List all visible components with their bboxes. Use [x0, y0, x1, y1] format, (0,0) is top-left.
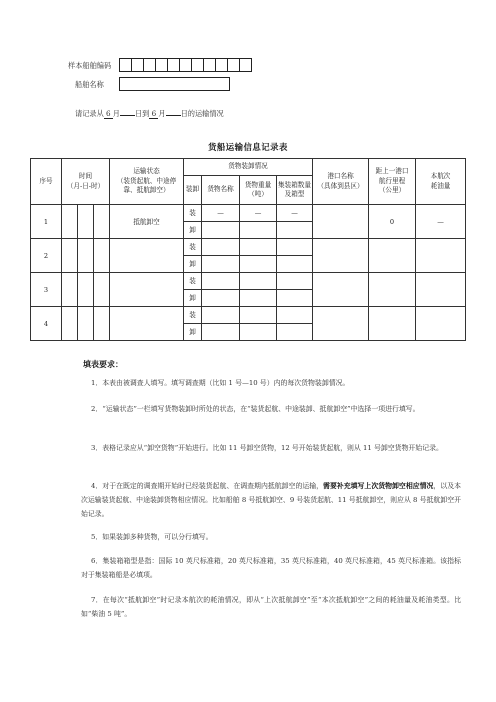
day-cell[interactable]	[78, 273, 94, 307]
container-cell[interactable]	[277, 290, 313, 307]
container-cell[interactable]	[277, 273, 313, 290]
port-header: 港口名称 （具体到县区）	[313, 159, 369, 205]
sample-code-boxes[interactable]	[119, 58, 252, 72]
cargo-name-cell[interactable]	[202, 222, 240, 239]
weight-cell[interactable]	[240, 222, 277, 239]
container-header: 集装箱数量 及箱型	[277, 176, 313, 205]
container-cell[interactable]	[277, 324, 313, 341]
requirement-item-1: 1．本表由被调查人填写。填写调查期（比如 1 号—10 号）内的每次货物装卸情况。	[91, 379, 350, 387]
month-cell[interactable]	[62, 273, 78, 307]
distance-cell[interactable]	[369, 273, 416, 307]
ship-name-label: 船舶名称	[75, 80, 104, 89]
cargo-group-header: 货物装卸情况	[184, 159, 313, 176]
hour-cell[interactable]	[94, 307, 110, 341]
weight-cell[interactable]	[240, 290, 277, 307]
load-label: 装	[184, 307, 202, 324]
code-digit-box[interactable]	[192, 58, 204, 72]
container-cell[interactable]: —	[277, 205, 313, 222]
weight-header: 货物重量 （吨）	[240, 176, 277, 205]
unload-label: 卸	[184, 256, 202, 273]
port-cell[interactable]	[313, 273, 369, 307]
day-cell[interactable]	[78, 239, 94, 273]
distance-cell[interactable]: 0	[369, 205, 416, 239]
hour-cell[interactable]	[94, 273, 110, 307]
table-row	[31, 307, 466, 324]
requirement-item-3: 3．表格记录应从“卸空货物”开始进行。比如 11 号卸空货物，12 号开始装货起航，则从 11 号卸空货物开始记录。	[91, 444, 443, 452]
hour-cell[interactable]	[94, 239, 110, 273]
distance-header: 距上一港口 航行里程 （公里）	[369, 159, 416, 205]
table-title: 货船运输信息记录表	[208, 142, 288, 152]
port-cell[interactable]	[313, 239, 369, 273]
fuel-cell[interactable]	[416, 307, 466, 341]
code-digit-box[interactable]	[132, 58, 144, 72]
load-label: 装	[184, 239, 202, 256]
sample-code-label: 样本船舶编码	[68, 61, 112, 70]
cargo-name-cell[interactable]	[202, 239, 240, 256]
requirement-item-5: 5．如果装卸多种货物，可以分行填写。	[91, 533, 213, 541]
code-digit-box[interactable]	[240, 58, 252, 72]
code-digit-box[interactable]	[156, 58, 168, 72]
port-cell[interactable]	[313, 307, 369, 341]
month-cell[interactable]	[62, 205, 78, 239]
to-month-field[interactable]: 6	[149, 109, 158, 119]
status-cell[interactable]	[110, 239, 184, 273]
requirement-emphasis: 需要补充填写上次货物卸空相应情况	[323, 482, 434, 490]
month-cell[interactable]	[62, 307, 78, 341]
seq-cell: 3	[31, 273, 62, 307]
fuel-cell[interactable]	[416, 273, 466, 307]
status-cell[interactable]: 抵航卸空	[110, 205, 184, 239]
recording-period: 请记录从 6 月 日到 6 月 日的运输情况	[75, 109, 224, 118]
month-cell[interactable]	[62, 239, 78, 273]
requirement-item-2: 2．“运输状态”一栏填写货物装卸时所处的状态，在“装货起航、中途装卸、抵航卸空”中选择一项进行填写。	[91, 405, 420, 413]
seq-cell: 4	[31, 307, 62, 341]
requirement-item-7: 7．在每次“抵航卸空”时记录本航次的耗油情况，即从“上次抵航卸空”至“本次抵航卸空”之间的耗油量及耗油类型。比如“柴油 5 吨”。	[81, 596, 461, 618]
cargo-name-cell[interactable]	[202, 256, 240, 273]
code-digit-box[interactable]	[204, 58, 216, 72]
header-row-1	[31, 159, 466, 176]
code-digit-box[interactable]	[120, 58, 132, 72]
seq-header: 序号	[31, 159, 62, 205]
code-digit-box[interactable]	[168, 58, 180, 72]
code-digit-box[interactable]	[144, 58, 156, 72]
requirement-item-6: 6．集装箱箱型是指：国际 10 英尺标准箱，20 英尺标准箱，35 英尺标准箱，40 英尺标准箱，45 英尺标准箱。该指标对于集装箱船是必填项。	[81, 557, 461, 579]
code-digit-box[interactable]	[228, 58, 240, 72]
load-unload-header: 装卸	[184, 176, 202, 205]
cargo-name-cell[interactable]	[202, 290, 240, 307]
table-row	[31, 273, 466, 290]
cargo-name-cell[interactable]	[202, 324, 240, 341]
weight-cell[interactable]	[240, 307, 277, 324]
cargo-name-cell[interactable]	[202, 307, 240, 324]
distance-cell[interactable]	[369, 239, 416, 273]
distance-cell[interactable]	[369, 307, 416, 341]
container-cell[interactable]	[277, 239, 313, 256]
weight-cell[interactable]	[240, 239, 277, 256]
hour-cell[interactable]	[94, 205, 110, 239]
load-label: 装	[184, 273, 202, 290]
status-header: 运输状态 （装货起航、中途停 靠、抵航卸空）	[110, 159, 184, 205]
cargo-log-table	[30, 158, 466, 341]
weight-cell[interactable]: —	[240, 205, 277, 222]
status-cell[interactable]	[110, 307, 184, 341]
port-cell[interactable]	[313, 205, 369, 239]
fuel-header: 本航次 耗油量	[416, 159, 466, 205]
time-header: 时间 （月-日-时）	[62, 159, 110, 205]
to-day-field[interactable]	[166, 115, 181, 116]
container-cell[interactable]	[277, 222, 313, 239]
from-month-field[interactable]: 6	[104, 109, 113, 119]
unload-label: 卸	[184, 290, 202, 307]
cargo-name-header: 货物名称	[202, 176, 240, 205]
unload-label: 卸	[184, 222, 202, 239]
table-row	[31, 239, 466, 256]
requirement-item-4: 4．对于在既定的调查期开始时已经装货起航、在调查期内抵航卸空的运输，需要补充填写上次货物卸空相应情况，以及本次运输装货起航、中途装卸货物相应情况。比如船舶 8 号抵航卸空、9 号装货起航、11 号抵航卸空，则应从 8 号抵航卸空开始记录。	[81, 482, 462, 518]
code-digit-box[interactable]	[216, 58, 228, 72]
seq-cell: 1	[31, 205, 62, 239]
ship-name-field[interactable]	[119, 77, 230, 91]
weight-cell[interactable]	[240, 273, 277, 290]
status-cell[interactable]	[110, 273, 184, 307]
requirements-title: 填表要求：	[83, 359, 123, 369]
fuel-cell[interactable]	[416, 239, 466, 273]
from-day-field[interactable]	[120, 115, 135, 116]
load-label: 装	[184, 205, 202, 222]
container-cell[interactable]	[277, 307, 313, 324]
fuel-cell[interactable]: —	[416, 205, 466, 239]
code-digit-box[interactable]	[180, 58, 192, 72]
day-cell[interactable]	[78, 307, 94, 341]
unload-label: 卸	[184, 324, 202, 341]
seq-cell: 2	[31, 239, 62, 273]
table-row	[31, 205, 466, 222]
day-cell[interactable]	[78, 205, 94, 239]
weight-cell[interactable]	[240, 256, 277, 273]
cargo-name-cell[interactable]	[202, 273, 240, 290]
cargo-name-cell[interactable]: —	[202, 205, 240, 222]
weight-cell[interactable]	[240, 324, 277, 341]
container-cell[interactable]	[277, 256, 313, 273]
